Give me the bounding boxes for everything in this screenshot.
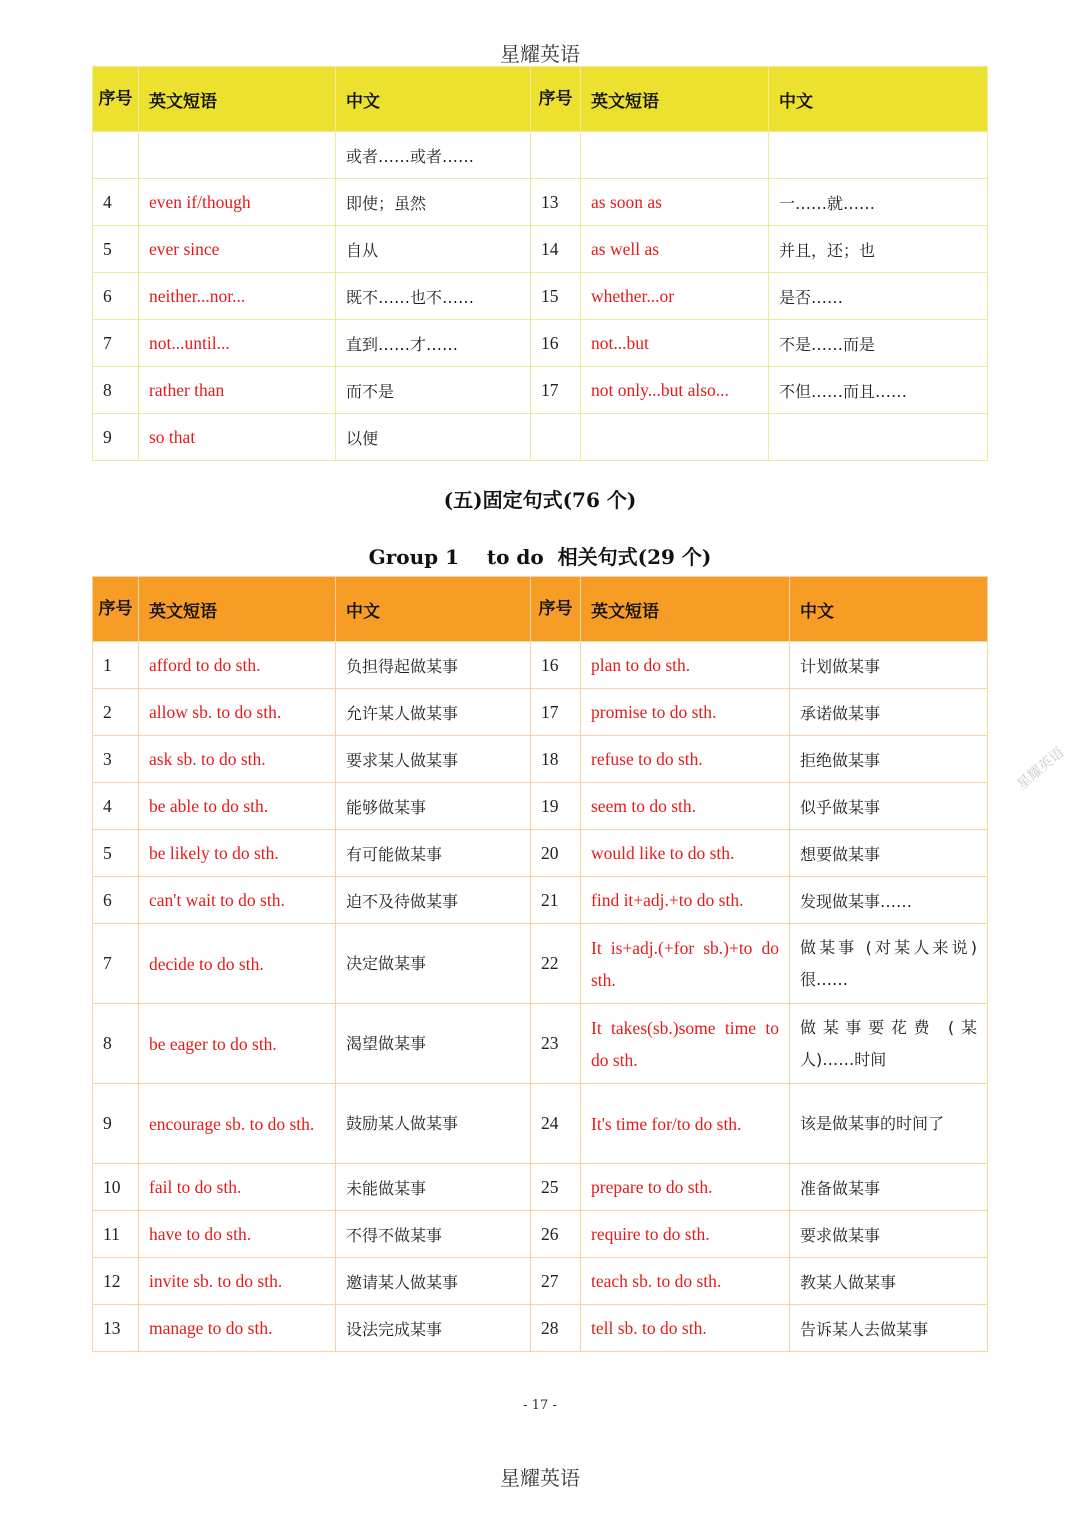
table-row (93, 736, 988, 783)
num-cell: 10 (93, 1164, 139, 1211)
table-row (93, 689, 988, 736)
header-phrase: 英文短语 (139, 67, 336, 132)
num-cell: 27 (531, 1258, 581, 1305)
phrase-cell: be able to do sth. (139, 783, 336, 830)
meaning-cell: 告诉某人去做某事 (790, 1305, 988, 1352)
table-row (93, 1305, 988, 1352)
table-row (93, 179, 988, 226)
table-row (93, 273, 988, 320)
num-cell: 26 (531, 1211, 581, 1258)
conjunction-table (92, 66, 988, 461)
num-cell: 17 (531, 367, 581, 414)
phrase-cell: even if/though (139, 179, 336, 226)
num-cell: 2 (93, 689, 139, 736)
num-cell: 4 (93, 783, 139, 830)
table-row (93, 414, 988, 461)
num-cell (93, 132, 139, 179)
meaning-cell: 能够做某事 (336, 783, 531, 830)
num-cell: 8 (93, 367, 139, 414)
num-cell: 8 (93, 1004, 139, 1084)
phrase-cell: teach sb. to do sth. (581, 1258, 790, 1305)
meaning-cell (769, 414, 988, 461)
num-cell: 6 (93, 273, 139, 320)
phrase-cell: tell sb. to do sth. (581, 1305, 790, 1352)
num-cell: 16 (531, 642, 581, 689)
num-cell: 20 (531, 830, 581, 877)
num-cell: 16 (531, 320, 581, 367)
table-row (93, 830, 988, 877)
meaning-cell: 是否…… (769, 273, 988, 320)
meaning-cell: 即使；虽然 (336, 179, 531, 226)
table-row (93, 924, 988, 1004)
to-do-table (92, 576, 988, 1352)
phrase-cell: afford to do sth. (139, 642, 336, 689)
meaning-cell: 教某人做某事 (790, 1258, 988, 1305)
num-cell: 7 (93, 924, 139, 1004)
phrase-cell (581, 414, 769, 461)
meaning-cell: 设法完成某事 (336, 1305, 531, 1352)
meaning-cell: 允许某人做某事 (336, 689, 531, 736)
meaning-cell: 或者……或者…… (336, 132, 531, 179)
watermark: 星耀英语 (1014, 744, 1068, 793)
header-phrase: 英文短语 (581, 67, 769, 132)
phrase-cell: can't wait to do sth. (139, 877, 336, 924)
table-row (93, 1004, 988, 1084)
phrase-cell: not...but (581, 320, 769, 367)
table-row (93, 642, 988, 689)
meaning-cell: 决定做某事 (336, 924, 531, 1004)
header-phrase: 英文短语 (581, 577, 790, 642)
meaning-cell: 拒绝做某事 (790, 736, 988, 783)
header-meaning: 中文 (336, 577, 531, 642)
num-cell: 22 (531, 924, 581, 1004)
meaning-cell: 发现做某事…… (790, 877, 988, 924)
phrase-cell: require to do sth. (581, 1211, 790, 1258)
header-num: 序号 (531, 67, 581, 132)
phrase-cell: find it+adj.+to do sth. (581, 877, 790, 924)
header-meaning: 中文 (790, 577, 988, 642)
meaning-cell: 似乎做某事 (790, 783, 988, 830)
table-row (93, 1164, 988, 1211)
meaning-cell: 并且，还；也 (769, 226, 988, 273)
phrase-cell: It's time for/to do sth. (581, 1084, 790, 1164)
table-row (93, 783, 988, 830)
phrase-cell: decide to do sth. (139, 924, 336, 1004)
phrase-cell: not...until... (139, 320, 336, 367)
table-row (93, 1211, 988, 1258)
phrase-cell: not only...but also... (581, 367, 769, 414)
phrase-cell: have to do sth. (139, 1211, 336, 1258)
phrase-cell: refuse to do sth. (581, 736, 790, 783)
table-row (93, 320, 988, 367)
page-footer: 星耀英语 (500, 1466, 580, 1490)
page-number: - 17 - (523, 1398, 557, 1413)
header-meaning: 中文 (336, 67, 531, 132)
num-cell: 17 (531, 689, 581, 736)
phrase-cell: It takes(sb.)some time to do sth. (581, 1004, 790, 1084)
meaning-cell: 不是……而是 (769, 320, 988, 367)
num-cell: 23 (531, 1004, 581, 1084)
num-cell: 7 (93, 320, 139, 367)
header-num: 序号 (93, 67, 139, 132)
num-cell: 15 (531, 273, 581, 320)
meaning-cell: 负担得起做某事 (336, 642, 531, 689)
meaning-cell: 一……就…… (769, 179, 988, 226)
num-cell (531, 132, 581, 179)
phrase-cell: so that (139, 414, 336, 461)
phrase-cell (581, 132, 769, 179)
group-title: Group 1 to do 相关句式(29 个) (368, 545, 712, 569)
num-cell: 3 (93, 736, 139, 783)
num-cell: 19 (531, 783, 581, 830)
num-cell (531, 414, 581, 461)
meaning-cell: 该是做某事的时间了 (790, 1084, 988, 1164)
meaning-cell: 以便 (336, 414, 531, 461)
meaning-cell: 渴望做某事 (336, 1004, 531, 1084)
phrase-cell: plan to do sth. (581, 642, 790, 689)
num-cell: 21 (531, 877, 581, 924)
meaning-cell: 要求某人做某事 (336, 736, 531, 783)
meaning-cell: 承诺做某事 (790, 689, 988, 736)
phrase-cell: neither...nor... (139, 273, 336, 320)
table-row (93, 1084, 988, 1164)
phrase-cell: promise to do sth. (581, 689, 790, 736)
phrase-cell: ask sb. to do sth. (139, 736, 336, 783)
num-cell: 1 (93, 642, 139, 689)
table-row (93, 1258, 988, 1305)
header-meaning: 中文 (769, 67, 988, 132)
header-num: 序号 (531, 577, 581, 642)
meaning-cell (769, 132, 988, 179)
phrase-cell: whether...or (581, 273, 769, 320)
phrase-cell: encourage sb. to do sth. (139, 1084, 336, 1164)
phrase-cell: allow sb. to do sth. (139, 689, 336, 736)
phrase-cell: as well as (581, 226, 769, 273)
meaning-cell: 直到……才…… (336, 320, 531, 367)
table-row (93, 367, 988, 414)
meaning-cell: 要求做某事 (790, 1211, 988, 1258)
num-cell: 13 (531, 179, 581, 226)
num-cell: 18 (531, 736, 581, 783)
num-cell: 5 (93, 830, 139, 877)
meaning-cell: 未能做某事 (336, 1164, 531, 1211)
table-header-row (93, 67, 988, 132)
meaning-cell: 想要做某事 (790, 830, 988, 877)
num-cell: 6 (93, 877, 139, 924)
phrase-cell: would like to do sth. (581, 830, 790, 877)
phrase-cell: seem to do sth. (581, 783, 790, 830)
meaning-cell: 不但……而且…… (769, 367, 988, 414)
num-cell: 24 (531, 1084, 581, 1164)
table-row (93, 132, 988, 179)
meaning-cell: 计划做某事 (790, 642, 988, 689)
meaning-cell: 既不……也不…… (336, 273, 531, 320)
section-title: (五)固定句式(76 个) (443, 488, 637, 512)
meaning-cell: 有可能做某事 (336, 830, 531, 877)
phrase-cell: invite sb. to do sth. (139, 1258, 336, 1305)
phrase-cell: prepare to do sth. (581, 1164, 790, 1211)
meaning-cell: 迫不及待做某事 (336, 877, 531, 924)
phrase-cell: be eager to do sth. (139, 1004, 336, 1084)
num-cell: 13 (93, 1305, 139, 1352)
meaning-cell: 邀请某人做某事 (336, 1258, 531, 1305)
meaning-cell: 不得不做某事 (336, 1211, 531, 1258)
num-cell: 14 (531, 226, 581, 273)
header-num: 序号 (93, 577, 139, 642)
page-header: 星耀英语 (500, 42, 580, 66)
phrase-cell: rather than (139, 367, 336, 414)
header-phrase: 英文短语 (139, 577, 336, 642)
meaning-cell: 而不是 (336, 367, 531, 414)
meaning-cell: 自从 (336, 226, 531, 273)
num-cell: 9 (93, 1084, 139, 1164)
phrase-cell: manage to do sth. (139, 1305, 336, 1352)
meaning-cell: 准备做某事 (790, 1164, 988, 1211)
num-cell: 9 (93, 414, 139, 461)
num-cell: 12 (93, 1258, 139, 1305)
num-cell: 5 (93, 226, 139, 273)
num-cell: 25 (531, 1164, 581, 1211)
phrase-cell: be likely to do sth. (139, 830, 336, 877)
num-cell: 4 (93, 179, 139, 226)
meaning-cell: 做某事要花费 (某人)……时间 (790, 1004, 988, 1084)
phrase-cell: fail to do sth. (139, 1164, 336, 1211)
meaning-cell: 做某事 (对某人来说)很…… (790, 924, 988, 1004)
table-row (93, 226, 988, 273)
phrase-cell: It is+adj.(+for sb.)+to do sth. (581, 924, 790, 1004)
meaning-cell: 鼓励某人做某事 (336, 1084, 531, 1164)
phrase-cell: ever since (139, 226, 336, 273)
phrase-cell (139, 132, 336, 179)
table-header-row (93, 577, 988, 642)
num-cell: 28 (531, 1305, 581, 1352)
table-row (93, 877, 988, 924)
num-cell: 11 (93, 1211, 139, 1258)
phrase-cell: as soon as (581, 179, 769, 226)
